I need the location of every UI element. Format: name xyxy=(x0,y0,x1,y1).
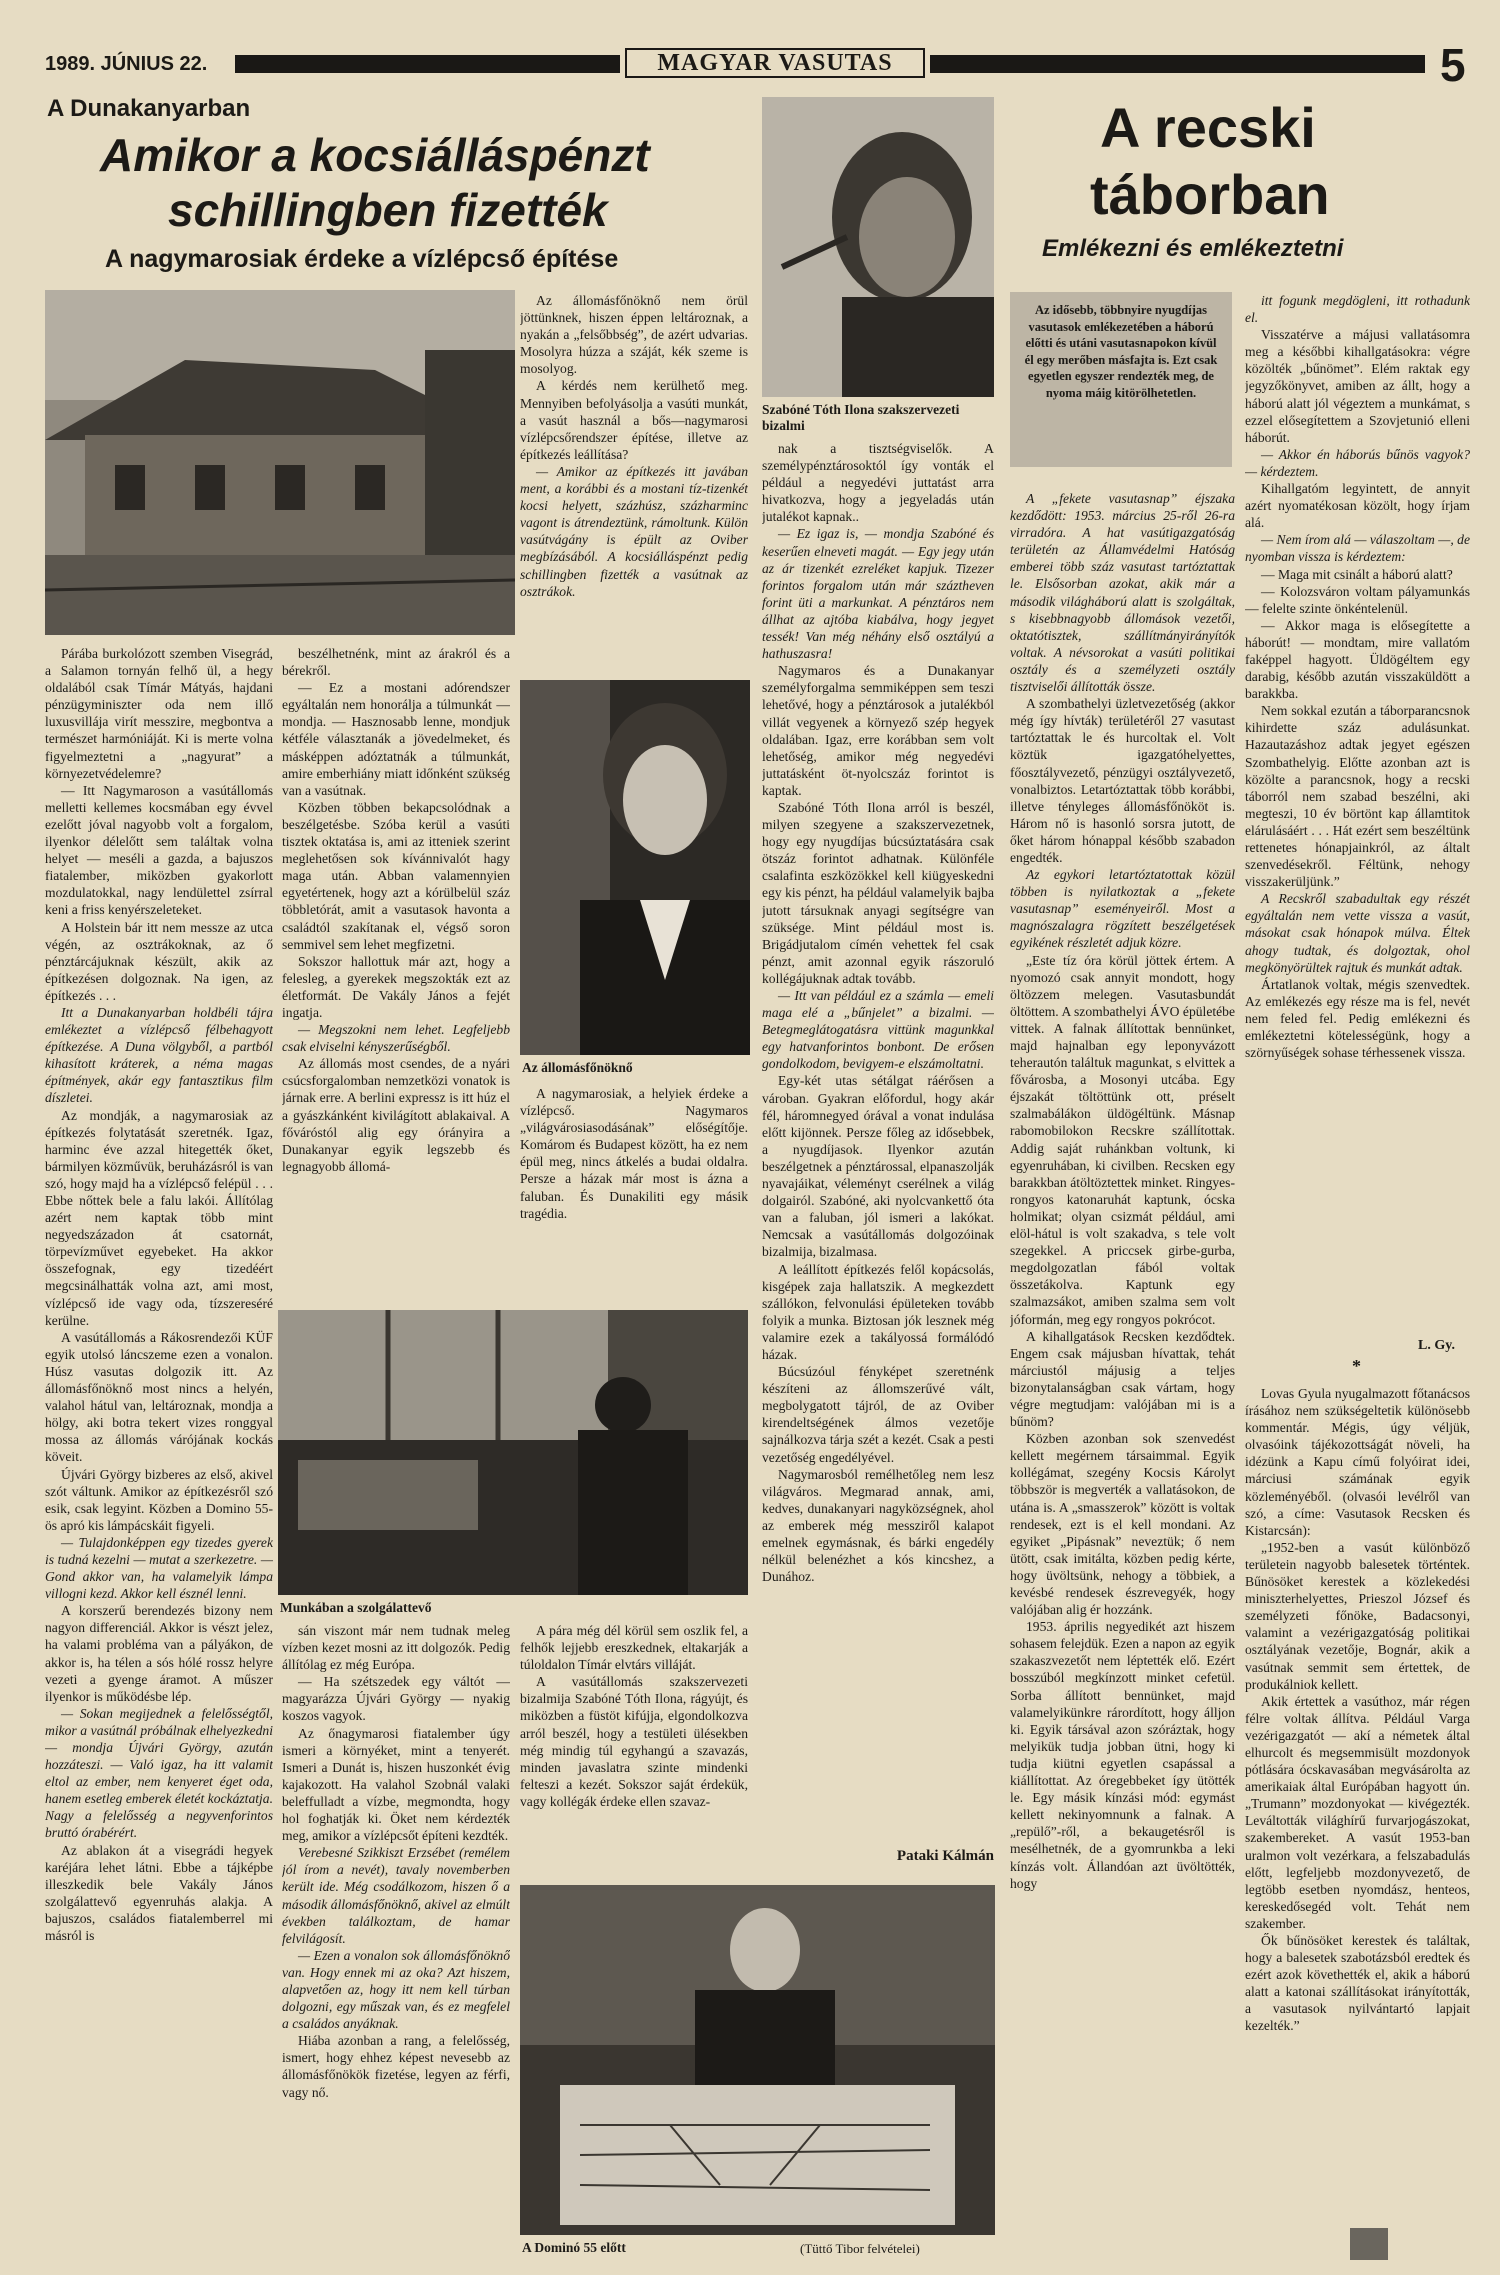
header-rule-right xyxy=(930,55,1425,73)
station-chief-photo xyxy=(520,680,750,1055)
paragraph: A kérdés nem kerülhető meg. Mennyiben befolyásolja a vasúti munkát, a vasút használ a bős—nagymarosi vízlépcsőrendszer építése, illetve az építkezés leállítása? xyxy=(520,378,748,462)
station-building-photo xyxy=(45,290,515,635)
paragraph: Az egykori letartóztatottak közül többen is nyilatkoztak a „fekete vasutasnap” eseményeiről. Most a magnószalagra rögzített beszélgetések egyikének részletét adjuk közre. xyxy=(1010,867,1235,951)
signature-right: L. Gy. xyxy=(1418,1338,1455,1353)
caption-domino: A Dominó 55 előtt xyxy=(522,2240,626,2255)
page-number: 5 xyxy=(1440,39,1466,91)
paragraph: — Ezen a vonalon sok állomásfőnöknő van. Hogy ennek mi az oka? Azt hiszem, alapvetően az, hogy itt nem kell túrban dolgozni, egy műszak van, és ez megfelel a családos anyáknak. xyxy=(282,1947,510,2032)
paragraph: Az őnagymarosi fiatalember úgy ismeri a környéket, mint a tenyerét. Ismeri a Dunát is, hiszen huszonkét évig kajakozott. Ha valahol Szobnál valaki beleffulladt a vízbe, megmondta, hogy hol foghatják ki. Öket nem kérdezték meg, amikor a vízlépcsőt építeni kezdték. xyxy=(282,1725,510,1844)
paragraph: nak a tisztségviselők. A személypénztárosoktól így vonták el például a negyedévi juttatást arra hivatkozva, hogy a jegyeladás után jutalékot kapnak.. xyxy=(762,441,994,525)
paragraph: A szombathelyi üzletvezetőség (akkor még így hívták) területéről 27 vasutast tartóztattak le és hurcoltak el. Volt köztük igazgatóhelyettes, főosztályvezető, pénzügyi osztályvezető, vonalbiztos. Letartóztattak több korábbi, illetve tényleges állomásfőnököt is. Három nő is hasonló sorsra jutott, de őket három hónappal később szabadon engedték. xyxy=(1010,696,1235,865)
paragraph: — Itt Nagymaroson a vasútállomás melletti kellemes kocsmában egy évvel ezelőtt jóval nagyobb volt a forgalom, ilyenkor délelőtt sem találtak volna helyet — meséli a gazda, a bajuszos fiatalember, miközben gyakorlott mozdulatokkal, nagy lendülettel zsírral keni a friss kenyérszeleteket. xyxy=(45,782,273,918)
right-subheadline: Emlékezni és emlékeztetni xyxy=(1042,235,1344,262)
left-article-col2b xyxy=(282,1622,510,2262)
right-article-col6 xyxy=(1245,292,1470,1332)
paragraph: A Holstein bár itt nem messze az utca végén, az osztrákoknak, az ő pénztárcájuknak készült, akik az építkezésen dolgoznak. Na igen, az építkezés . . . xyxy=(45,919,273,1003)
photo-credit: (Tüttő Tibor felvételei) xyxy=(800,2241,920,2256)
paragraph: Verebesné Szikkiszt Erzsébet (remélem jól írom a nevét), tavaly novemberben került ide. Még csodálkozom, hiszen ő a második állomásfőnöknő, akivel az elmúlt években találkoztam, de hamar felvilágosít. xyxy=(282,1845,510,1946)
kicker: A Dunakanyarban xyxy=(47,95,251,122)
separator-star: * xyxy=(1352,1356,1361,1376)
paragraph: — Maga mit csinált a háború alatt? xyxy=(1261,566,1453,582)
paragraph: — Ez igaz is, — mondja Szabóné és keserűen elneveti magát. — Egy jegy után az ár tizenkét ezreléket kapjuk. Tizezer forintos forgalom után már száztheven forint üti a markunkat. A pénztáros nem állhat az ajtóba kiabálva, hogy jegyet tessék! Van még néhány első osztályú a hathuszasra! xyxy=(762,526,994,662)
paragraph: A vasútállomás szakszervezeti bizalmija Szabóné Tóth Ilona, rágyújt, és miközben a füstöt kifújja, elgondolkozva arról beszél, hogy a testületi ülésekben még mindig túl egyhangú a szavazás, minden javaslatra szinte mindenki felteszi a kezét. Sokszor saját érdekük, vagy kollégák érdeke ellen szavaz- xyxy=(520,1674,748,1809)
paragraph: Közben azonban sok szenvedést kellett megérnem társaimmal. Egyik kollégámat, szegény Kocsis Károlyt többször is megverték a vallatásokon, de utána is. A „smasszerok” között is voltak rendesek, ezt is el kell mondani. Az egyiket „Pipásnak” neveztük; ő nem ütött, csak imitálta, közben pedig kérte, hogy üvöltsünk, nehogy a többiek, a kevésbé rendesek észrevegyék, hogy valójában alig ér hozzánk. xyxy=(1010,1431,1235,1618)
right-article-col6b xyxy=(1245,1385,1470,2225)
paragraph: Párába burkolózott szemben Visegrád, a Salamon tornyán felhő ül, a hegy oldalából csak Tímár Mátyás, hajdani pénzügyminiszter oda nem illő luxusvillája virít messzire, megbontva a természet harmóniáját. Ki is merte volna figyelmeztetni a „nagyurat” a környezetvédelemre? xyxy=(45,646,273,781)
paragraph: 1953. április negyedikét azt hiszem sohasem felejdük. Ezen a napon az egyik szakaszvezetőt nem léptették elő. Ezért bosszúból megkínzott minket cefetül. Sorba állított bennünket, majd valamelyikünkre rárordított, hogy álljon ki. Egyik társával azon szóráztak, hogy melyikük tudja jobban ütni, hogy ki tudja kiütni egyetlen csapással a kiállítottat. Az óregebbeket így ütötték le. Egy másik kínzási mód: egymást kellett nekinyomnunk a falnak. A „repülő”-ről, a bekaugetésről is mesélhetnék, de a gyomrunkba a leki kínzás volt. Állandóan azt üvöltötték, hogy xyxy=(1010,1619,1235,1891)
woman-top-image xyxy=(762,97,994,397)
lead-text: Az idősebb, többnyire nyugdíjas vasutasok emlékezetében a háború előtti és utáni vasutasnapokon kívül él egy merőben másfajta is. Ezt csak egyetlen egyszer rendezték meg, de nyoma máig kitörölhetetlen. xyxy=(1024,303,1218,400)
paragraph: — Akkor maga is elősegítette a háborút! — mondtam, mire vallatóm faképpel hagyott. Üldögéltem egy darabig, később azután visszaküldött a barakkba. xyxy=(1245,617,1470,702)
paragraph: — Ha szétszedek egy váltót — magyarázza Újvári György — nyakig koszos vagyok. xyxy=(282,1674,510,1724)
domino-photo xyxy=(520,1885,995,2235)
paragraph: Akik értettek a vasúthoz, már régen félre voltak állítva. Például Varga vezérigazgatót — akí a németek által elhurcolt és megsemmisült mozdonyok pótlására ócskavasában megvásárolta az amerikaiak által Európában hagyott ún. „Trumann” mozdonyokat — kivégezték. Leváltották világhírű furvarjogászokat, szakembereket. A vasút 1953-ban uralmon volt vezérkara, a felszabadulás előtt, legfeljebb mozdonyvezető, de legtöbb esetben nyomdász, henteos, kereskedősegéd volt. Tehát nem szakember. xyxy=(1245,1693,1470,1931)
subheadline: A nagymarosiak érdeke a vízlépcső építése xyxy=(105,245,619,273)
left-article-col4 xyxy=(762,440,994,1840)
at-work-photo xyxy=(278,1310,748,1595)
paragraph: Ártatlanok voltak, mégis szenvedtek. Az emlékezés egy része ma is fel, nevét nem feled fel. Pedig emlékezni és emlékeztetni kötelességünk, hogy a szörnyűségek sohase térhessenek vissza. xyxy=(1245,976,1470,1061)
paragraph: Az állomás most csendes, de a nyári csúcsforgalomban nemzetközi vonatok is járnak erre. A berlini expressz is itt húz el a gyászkánként kivilágított ablakaival. A főváróstól alig egy órányira a Dunakanyar egyik legszebb és legnagyobb állomá- xyxy=(282,1056,510,1174)
at-work-image xyxy=(278,1310,748,1595)
paragraph: Búcsúzóul fényképet szeretnénk készíteni az állomszerűvé vált, megbolygatott tájról, de az Oviber kirendeltségének álmos vezetője sajnálkozva tárja szét a kezét. Csak a pesti vezetőség engedélyével. xyxy=(762,1364,994,1465)
paragraph: Sokszor hallottuk már azt, hogy a felesleg, a gyerekek megszokták ezt az életformát. De Vakály János a fejét ingatja. xyxy=(282,953,510,1020)
headline-line1: Amikor a kocsiálláspénzt xyxy=(100,129,650,181)
headline-line2: schillingben fizették xyxy=(168,184,608,236)
header-rule-left xyxy=(235,55,620,73)
right-article-col5 xyxy=(1010,490,1235,2260)
paragraph: Itt a Dunakanyarban holdbéli tájra emlékeztet a vízlépcső félbehagyott építkezése. A Duna völgyből, a partból kihasított kráterek, a néma magas építmények, akár egy fantasztikus film díszletei. xyxy=(45,1004,273,1106)
masthead xyxy=(625,48,925,78)
paragraph: beszélhetnénk, mint az árakról és a bérekről. xyxy=(282,646,510,679)
paragraph: Ők bűnösöket kerestek és találtak, hogy a balesetek szabotázsból eredtek és ezért azok követhették el, akik a háború alatt a katonai szállításokat irányították, a vasutasok nyilvántartó lapjait kezelték.” xyxy=(1245,1933,1470,2034)
paragraph: A Recskről szabadultak egy részét egyáltalán nem vette vissza a vasút, másokat csak hónapok múlva. Éltek ahogy tudtak, és dolgoztak, ohol megkönyörültek rajtuk és munkát adtak. xyxy=(1245,891,1470,975)
paragraph: Nem sokkal ezután a táborparancsnok kihirdette száz adulásunkat. Hazautazáshoz adtak jegyet egészen Szombathelyig. Előtte azonban azt is közölte a parancsnok, hogy a recski táborról nem szabad beszélni, aki megteszi, 10 év börtönt kap államtitok elárulásáért . . . Hát ezért sem beszéltünk rettenetes hónapjainkról, az általt szenvedésekről. Féltünk, nehogy visszakerüljünk.” xyxy=(1245,703,1470,890)
paragraph: Visszatérve a májusi vallatásomra meg a későbbi kihallgatásokra: végre közölték „bűnömet”. Elém raktak egy jegyzőkönyvet, amiben az állt, hogy a háború alatt jól végeztem a munkámat, s ezzel elősegítettem a Szovjetunió elleni háborút. xyxy=(1245,327,1470,445)
masthead-title: MAGYAR VASUTAS xyxy=(657,50,893,76)
paragraph: Nagymaros és a Dunakanyar személyforgalma semmiképpen sem teszi lehetővé, hogy a pénztárosok a jutalékból villát vegyenek a környező szép hegyek oldalában. Igaz, erre korábban sem volt lehetőség, amikor még negyedévi juttatásként öt-nyolcszáz forintot is kaptak. xyxy=(762,663,994,798)
left-article-col2 xyxy=(282,645,510,1305)
left-article-col3b xyxy=(520,1085,748,1305)
woman-top-photo xyxy=(762,97,994,397)
paragraph: — Amikor az építkezés itt javában ment, a korábbi és a mostani tíz-tizenkét kocsi helyett, százhúsz, százharminc vagont is átrendeztünk, rámoltunk. Külön vasútvágány is épült az Oviber megbízásából. A kocsiálláspénzt pedig schillingben fizették a vasútnak az osztrákok. xyxy=(520,463,748,599)
paragraph: — Kolozsváron voltam pályamunkás — felelte szinte önkéntelenül. xyxy=(1245,583,1470,616)
paragraph: — Itt van például ez a számla — emeli maga elé a „bűnjelet” a bizalmi. — Betegmeglátogatásra vittünk magunkkal egy hatvanforintos bonbont. De erősen gondolkodom, bevigyem-e elszámoltatni. xyxy=(762,988,994,1072)
paragraph: Az mondják, a nagymarosiak az építkezés folytatását szeretnék. Igaz, harminc éve azzal hitegették őket, bármilyen közművük, beruházásról is van szó, hogy majd ha a vízlépcső felépül . . . Ebbe nőttek bele a falu lakói. Állítólag azért nem kaptak több mint negyedszázadon át csatornát, törpevízművet egyebeket. Ha akkor összefognak, egy tizedéért megcsinálhatták volna azt, ami most, vízlépcső ide vagy oda, tízszereséré kerülne. xyxy=(45,1107,273,1328)
paragraph: Újvári György bizberes az első, akivel szót váltunk. Amikor az építkezésről szó esik, csak legyint. Közben a Domino 55-ös apró kis lámpácskáit figyeli. xyxy=(45,1466,273,1533)
paragraph: itt fogunk megdögleni, itt rothadunk el. xyxy=(1245,293,1470,326)
paragraph: — Akkor én háborús bűnös vagyok? — kérdeztem. xyxy=(1245,446,1470,479)
caption-station-chief: Az állomásfőnöknő xyxy=(522,1060,633,1075)
lead-box xyxy=(1010,292,1232,467)
paragraph: A vasútállomás a Rákosrendezői KÜF egyik utolsó láncszeme ezen a vonalon. Húsz vasutas dolgozik itt. Az állomásfőnöknő most nincs a helyén, valahol hátul van, leltároznak, mondja a hölgy, aki botra tekert vizes ronggyal mossa az állomás várójának kockás köveit. xyxy=(45,1329,273,1465)
paragraph: A „fekete vasutasnap” éjszaka kezdődött: 1953. március 25-ről 26-ra virradóra. A hat vasútigazgatóság területén az Államvédelmi Hatóság emberei több száz vasutast tartóztattak le. Elsősorban azokat, akik már a második világháború alatt is szolgáltak, s kisebbnagyobb állomások vezetői, oktatótisztek, szállítmányirányítók voltak. A névsorokat a vasúti politikai osztály és a személyzeti osztály tisztviselői állították össze. xyxy=(1010,491,1235,695)
paragraph: A pára még dél körül sem oszlik fel, a felhők lejjebb ereszkednek, eltakarják a túloldalon Tímár elvtárs villáját. xyxy=(520,1623,748,1673)
paragraph: Egy-két utas sétálgat ráérősen a vároban. Gyakran előfordul, hogy akár fél, háromnegyed órával a vonat indulása előtt kijönnek. Persze főleg az idősebbek, a nyugdíjasok. Ilyenkor azután beszélgetnek a pénztárossal, elpanaszolják nyavajáikat, véleményt cserélnek a világ dolgairól. Szabóné, aki nyolcvankettő óta van a faluban, jól ismeri a lakókat. Nemcsak a vasútállomás dolgozóinak bizalmija, bizalmasa. xyxy=(762,1073,994,1260)
paragraph: Az állomásfőnöknő nem örül jöttünknek, hiszen éppen leltároznak, a nyakán a „felsőbbség”, de azért udvarias. Mosolyra húzza a száját, kék szeme is mosolyog. xyxy=(520,293,748,377)
paragraph: Lovas Gyula nyugalmazott főtanácsos írásához nem szükségeltetik különösebb kommentár. Mégis, úgy véljük, olvasóink tájékozottságát növeli, ha idézünk a Kapu című folyóirat idei, márciusi számának egyik közleményéből. (olvasói levélről van szó, a címe: Vasutasok Recsken és Kistarcsán): xyxy=(1245,1386,1470,1538)
right-headline-line2: táborban xyxy=(1090,163,1330,226)
paragraph: Szabóné Tóth Ilona arról is beszél, milyen szegyene a szakszervezetnek, hogy egy nyugdíjas búcsúztatására csak ötszáz forintot adhatnak. Különféle csalafinta eszközökkel kell kiügyeskedni egy kis pénzt, ha például valamelyik bajba jutott társuknak anyagi segítségre van szüksége. Mint például most is. Brigádjutalom címén vehettek fel csak pénzt, amit azonnal egyik rászoruló kollégájuknak adtak tovább. xyxy=(762,799,994,986)
signature-left: Pataki Kálmán xyxy=(896,1848,994,1864)
caption-woman-top: Szabóné Tóth Ilona szakszervezeti bizalmi xyxy=(762,402,960,433)
left-article-col1 xyxy=(45,645,273,2260)
paragraph: Kihallgatóm legyintett, de annyit azért nyomatékosan közölt, hogy írjam alá. xyxy=(1245,481,1470,531)
station-chief-image xyxy=(520,680,750,1055)
header-date: 1989. JÚNIUS 22. xyxy=(45,53,208,75)
paragraph: Az ablakon át a visegrádi hegyek karéjára lehet látni. Ebbe a tájképbe illeszkedik bele Vakály János szolgálattevő egyenruhás alakja. A bajuszos, családos fiatalemberrel mi másról is xyxy=(45,1842,273,1944)
paragraph: „Este tíz óra körül jöttek értem. A nyomozó csak annyit mondott, hogy öltözzem melegen. Vasutasbundát öltöttem. A szombathelyi ÁVO épületébe vittek. A falnak állítottak bennünket, majd hajnalban egy leponyvázott teherautón találtuk magunkat, s elvittek a fővárosba, a Mosonyi utcába. Egy éjszakát töltöttünk ott, préselt szalmabálákon üldögéltünk. Másnap rabomobilokon Recskre szállítottak. Addig saját ruhánkban voltunk, ki egyenruhában, ki civilben. Recsken egy barakkban átöltöztettek minket. Ringyes-rongyos katonaruhát kaptunk, ócska holmikat; olyan csizmát például, ami elöl-hátul is volt szakadva, s tele volt szegekkel. A priccsek girbe-gurba, megdolgozatlan fából voltak összetákolva. Kaptunk egy szalmazsákot, amiben szalma sem volt jóformán, meg egy rongyos pokrócot. xyxy=(1010,952,1235,1327)
left-article-col3 xyxy=(520,292,748,672)
paragraph: A kihallgatások Recsken kezdődtek. Engem csak májusban hívattak, tehát márciustól májusig a teljes bizonytalanságban csak vártam, hogy végre megtudjam: valójában mi is a bűnöm? xyxy=(1010,1328,1235,1430)
domino-image xyxy=(520,1885,995,2235)
paragraph: Nagymarosból remélhetőleg nem lesz világváros. Megmarad annak, ami, kedves, dunakanyari nagyközségnek, ahol az emberek még messziről kalapot emelnek egymásnak, és bárki engedély nélkül belenézhet a kós kincshez, a Dunához. xyxy=(762,1466,994,1585)
paragraph: Közben többen bekapcsolódnak a beszélgetésbe. Szóba kerül a vasúti tisztek oktatása is, ami az itteniek szerint meglehetősen sok kívánnivalót hagy maga után. Abban valamennyien egyetértenek, hogy azt a kórülbelül száz többletórát, amit a vasutasok havonta a családtól szakítanak el, végső soron semmivel sem lehet megfizetni. xyxy=(282,799,510,952)
paragraph: A nagymarosiak, a helyiek érdeke a vízlépcső. Nagymaros „világvárosiasodásának” előségítője. Komárom és Budapest között, ha ez nem épül meg, nincs átkelés a budai oldalra. Persze a házak már most is ázna a faluban. És Dunakiliti egy másik tragédia. xyxy=(520,1086,748,1221)
paragraph: „1952-ben a vasút különböző területein nagyobb balesetek történtek. Bűnösöket kerestek a közlekedési miniszterhelyettes, Prieszol József és személyzeti főnöke, Badacsonyi, valamint a vezérigazgatóság politikai osztályának vezetője, Bognár, akik a vasútnak semmit sem értettek, de produkálniok kellett. xyxy=(1245,1539,1470,1692)
paragraph: A korszerű berendezés bizony nem nagyon differenciál. Akkor is vészt jelez, ha valami probléma van a pályákon, de akkor is, ha télen a sós hólé rossz helyre vezeti a gyenge áramot. A műszer ilyenkor is működésbe lép. xyxy=(45,1603,273,1704)
paragraph: Hiába azonban a rang, a felelősség, ismert, hogy ehhez képest nevesebb az állomásfőnökök fizetése, legyen az férfi, vagy nő. xyxy=(282,2033,510,2100)
end-mark xyxy=(1350,2228,1388,2260)
paragraph: — Ez a mostani adórendszer egyáltalán nem honorálja a túlmunkát — mondja. — Hasznosabb lenne, mondjuk kétféle választanák a jövedelmeket, és másképpen adóztatnák a túlmunkát, amire emberhiány miatt időnként szükség van a vasútnak. xyxy=(282,680,510,798)
station-building-image xyxy=(45,290,515,635)
paragraph: — Nem írom alá — válaszoltam —, de nyomban vissza is kérdeztem: xyxy=(1245,532,1470,565)
paragraph: — Megszokni nem lehet. Legfeljebb csak elviselni kényszerűségből. xyxy=(282,1022,510,1055)
paragraph: — Tulajdonképpen egy tizedes gyerek is tudná kezelni — mutat a szerkezetre. — Gond akkor van, ha valamelyik lámpa villogni kezd. Akkor kell észnél lenni. xyxy=(45,1534,273,1602)
right-headline-line1: A recski xyxy=(1100,96,1316,159)
paragraph: sán viszont már nem tudnak meleg vízben kezet mosni az itt dolgozók. Pedig állítólag ez még Európa. xyxy=(282,1623,510,1673)
paragraph: A leállított építkezés felől kopácsolás, kisgépek zaja hallatszik. A megkezdett szállókon, felvonulási épületeken tovább folyik a munka. Biztosan jók lesznek még valamire ezek a takályossá formálódó házak. xyxy=(762,1261,994,1362)
caption-at-work: Munkában a szolgálattevő xyxy=(280,1600,432,1615)
left-article-col3c xyxy=(520,1622,748,1862)
paragraph: — Sokan megijednek a felelősségtől, mikor a vasútnál próbálnak elhelyezkedni — mondja Újvári György, azután hozzáteszi. — Való igaz, ha itt valamit eltol az ember, nem kenyeret éget oda, hanem esetleg emberek életét kockáztatja. Nagy a felelősség a negyvenforintos bruttó órabérért. xyxy=(45,1705,273,1841)
